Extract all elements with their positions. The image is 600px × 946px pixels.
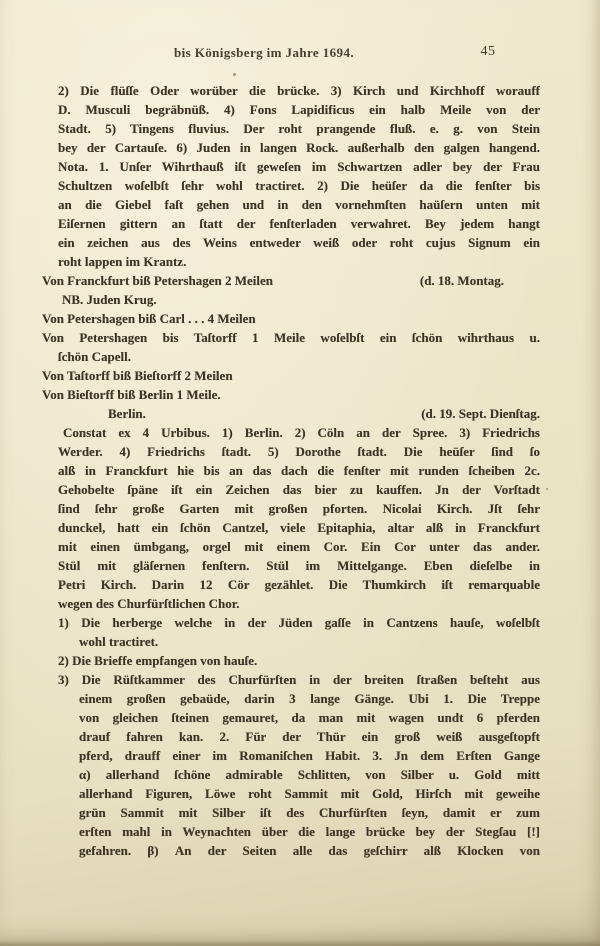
text-line: bey der Cartauſe. 6) Juden in langen Rock. außerhalb den galgen hangend. [58, 140, 540, 155]
text-line: wegen des Churfürſtlichen Chor. [58, 596, 240, 611]
date-note: (d. 18. Montag. [419, 273, 504, 288]
text-line: gefahren. β) An der Seiten alle das geſchirr alß Klocken von [79, 843, 540, 858]
body-text [42, 81, 540, 860]
route-text: Von Franckfurt biß Petershagen 2 Meilen [42, 273, 273, 288]
page-number: 45 [480, 44, 496, 59]
text-line: Stadt. 5) Tingens fluvius. Der roht prangende fluß. e. g. von Stein [58, 121, 540, 136]
text-line: wohl tractiret. [79, 634, 159, 649]
date-note: (d. 19. Sept. Dienſtag. [421, 406, 540, 421]
text-line: Petri Kirch. Darin 12 Cör gezählet. Die Thumkirch iſt remarquable [58, 577, 540, 592]
text-line: roht lappen im Krantz. [58, 254, 187, 269]
text-line: von gleichen ſteinen gemauret, da man mit wagen undt 6 pferden [79, 710, 540, 725]
text-line: pferd, drauff einer im Romaniſchen Habit. 3. Jn dem Erſten Gange [79, 748, 540, 763]
ink-speck [233, 73, 236, 76]
text-line: Nota. 1. Unſer Wihrthauß iſt geweſen im Schwartzen adler bey der Frau [58, 159, 540, 174]
text-line: grün Sammit mit Silber iſt des Churfürſten ſeyn, damit er zum [79, 805, 540, 820]
place-heading-line [58, 404, 540, 423]
route-line: Von Bieſtorff biß Berlin 1 Meile. [42, 387, 221, 402]
text-line: NB. Juden Krug. [62, 292, 157, 307]
place-name: Berlin. [108, 406, 146, 421]
text-line: 2) Die flüſſe Oder worüber die brücke. 3) Kirch und Kirchhoff worauff [58, 83, 540, 98]
text-line: Stül mit gläſernen fenſtern. Stül im Mittelgange. Eben dieſelbe in [58, 558, 540, 573]
text-line: ein zeichen aus des Weins entweder weiß oder roht cujus Signum ein [58, 235, 540, 250]
text-line: Werder. 4) Friedrichs ſtadt. 5) Dorothe ſtadt. Die heüſer ſind ſo [58, 444, 540, 459]
text-line: einem großen gebaüde, darin 3 lange Gänge. Ubi 1. Die Treppe [79, 691, 540, 706]
list-item-line: 3) Die Rüſtkammer des Churfürſten in der breiten ſtraßen beſteht aus [58, 672, 540, 687]
text-line: alß in Franckfurt hie bis an das dach die fenſter mit runden ſcheiben 2c. [58, 463, 540, 478]
text-line: an die Giebel faſt gehen und in den vornehmſten haüſern unten mit [58, 197, 540, 212]
list-item-line: 1) Die herberge welche in der Jüden gaſſe in Cantzens hauſe, woſelbſt [58, 615, 540, 630]
ink-speck [546, 488, 548, 490]
list-item-line: 2) Die Brieffe empfangen von hauſe. [58, 653, 258, 668]
text-line: drauf fahren kan. 2. Für der Thür ein groß weiß ausgeſtopft [79, 729, 540, 744]
text-line: D. Musculi begräbnüß. 4) Fons Lapidificus ein halb Meile von der [58, 102, 540, 117]
text-line: α) allerhand ſchöne admirable Schlitten, von Silber u. Gold mitt [79, 767, 540, 782]
text-line: Gehobelte ſpäne iſt ein Zeichen das bier zu kauffen. Jn der Vorſtadt [58, 482, 540, 497]
route-line: Von Petershagen biß Carl . . . 4 Meilen [42, 311, 256, 326]
text-line: ſind ſehr große Garten mit großen pforten. Nicolai Kirch. Jſt ſehr [58, 501, 540, 516]
text-line: mit einen ümbgang, orgel mit einem Cor. Ein Cor unter das ander. [58, 539, 540, 554]
route-line [42, 271, 540, 290]
text-line: Eiſernen gittern an ſtatt der fenſterladen verwahret. Bey jedem hangt [58, 216, 540, 231]
route-line: Von Taſtorff biß Bieſtorff 2 Meilen [42, 368, 233, 383]
text-line: Constat ex 4 Urbibus. 1) Berlin. 2) Cöln an der Spree. 3) Friedrichs [63, 425, 540, 440]
text-line: erſten mahl in Weynachten über die lange brücke bey der Stegſau [!] [79, 824, 540, 839]
text-line: dunckel, hatt ein ſchön Cantzel, viele Epitaphia, altar alß in Franckfurt [58, 520, 540, 535]
text-line: allerhand Figuren, Löwe roht Sammit mit Gold, Hirſch mit geweihe [79, 786, 540, 801]
text-line: Schultzen woſelbſt ſehr wohl tractiret. 2) Die heüſer da die fenſter bis [58, 178, 540, 193]
text-line: ſchön Capell. [58, 349, 131, 364]
running-header: bis Königsberg im Jahre 1694. [173, 45, 354, 60]
route-line: Von Petershagen bis Taſtorff 1 Meile woſelbſt ein ſchön wihrthaus u. [42, 330, 540, 345]
